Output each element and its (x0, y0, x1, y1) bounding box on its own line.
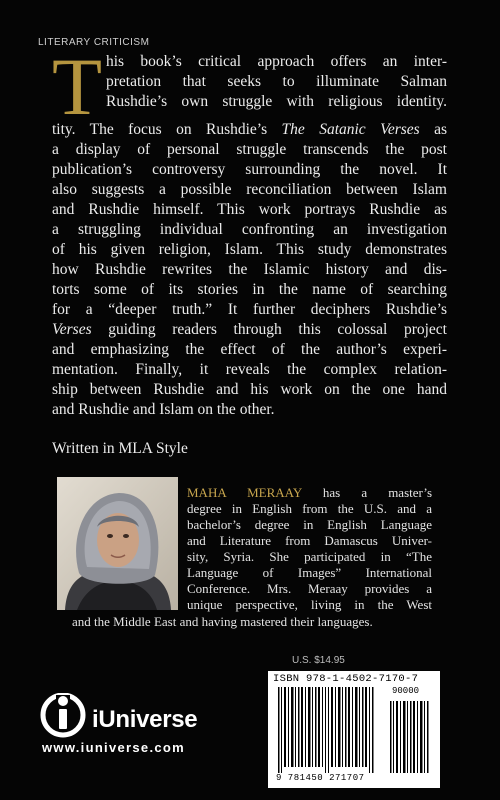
author-bio-line: bachelor’s degree in English Language (187, 517, 432, 532)
iuniverse-logo-icon (40, 693, 90, 744)
author-bio-line: degree in English from the U.S. and a (187, 501, 432, 516)
description-line: a display of personal struggle transcends the post (52, 141, 447, 158)
description-line: also suggests a possible reconciliation between Islam (52, 181, 447, 198)
description-line: ship between Rushdie and his work on the one hand (52, 381, 447, 398)
author-bio-line: sity, Syria. She participated in “The (187, 549, 432, 564)
description-line: and Rushdie himself. This work portrays Rushdie as (52, 201, 447, 218)
publisher-url: www.iuniverse.com (42, 740, 185, 755)
author-bio-line: and Literature from Damascus Univer- (187, 533, 432, 548)
description-line: Rushdie’s own struggle with religious identity. (106, 93, 447, 110)
drop-cap: T (52, 41, 103, 132)
description-line: of his given religion, Islam. This study demonstrates (52, 241, 447, 258)
description-line: torts some of its stories in the name of searching (52, 281, 447, 298)
barcode-addon: 90000 (392, 686, 420, 696)
description-line: a struggling individual confronting an investigation (52, 221, 447, 238)
description-line: for a “deeper truth.” It further deciphers Rushdie’s (52, 301, 447, 318)
description-line: his book’s critical approach offers an inter- (106, 53, 447, 70)
author-photo (57, 477, 178, 610)
category-label: LITERARY CRITICISM (38, 37, 150, 48)
author-bio-line: unique perspective, living in the West (187, 597, 432, 612)
author-bio-line: Conference. Mrs. Meraay provides a (187, 581, 432, 596)
author-bio-line: Language of Images” International (187, 565, 432, 580)
description-line: pretation that seeks to illuminate Salman (106, 73, 447, 90)
publisher-name: iUniverse (92, 706, 198, 733)
description-line: publication’s controversy surrounding the novel. It (52, 161, 447, 178)
description-line: Verses guiding readers through this colossal project (52, 321, 447, 338)
description-line: and Rushdie and Islam on the other. (52, 401, 275, 418)
author-name: MAHA MERAAY (187, 485, 302, 500)
isbn-label: ISBN 978-1-4502-7170-7 (273, 673, 419, 685)
author-bio-line: and the Middle East and having mastered their languages. (72, 614, 373, 629)
style-note: Written in MLA Style (52, 440, 188, 457)
description-line: how Rushdie rewrites the Islamic history and dis- (52, 261, 447, 278)
author-bio-line: MAHA MERAAY has a master’s (187, 485, 433, 500)
description-line: tity. The focus on Rushdie’s The Satanic Verses as (52, 121, 447, 138)
price: U.S. $14.95 (292, 655, 345, 666)
barcode-digits: 9 781450 271707 (276, 773, 365, 783)
description-line: and emphasizing the effect of the author’s experi- (52, 341, 447, 358)
description-line: mentation. Finally, it reveals the complex relation- (52, 361, 447, 378)
